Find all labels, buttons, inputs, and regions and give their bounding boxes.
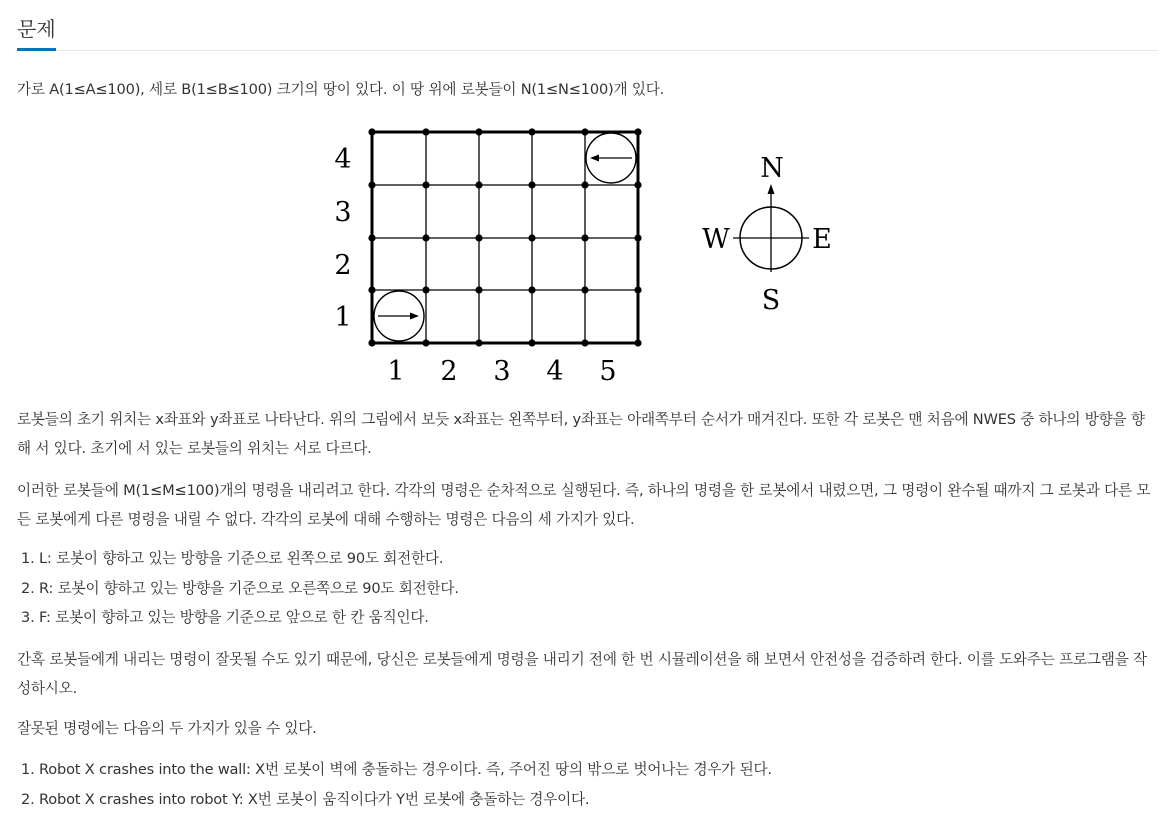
compass-east: E — [812, 224, 832, 255]
x-label: 4 — [546, 356, 564, 387]
x-label: 3 — [493, 356, 511, 387]
list-item: 3. F: 로봇이 향하고 있는 방향을 기준으로 앞으로 한 칸 움직인다. — [39, 603, 459, 633]
command-list — [17, 544, 459, 633]
compass-icon — [702, 153, 832, 316]
y-label: 4 — [334, 144, 352, 175]
section-header — [17, 14, 1158, 51]
robot-bottom-left — [374, 291, 424, 341]
compass-west: W — [702, 224, 730, 255]
simulation-paragraph: 간혹 로봇들에게 내리는 명령이 잘못될 수도 있기 때문에, 당신은 로봇들에게 명령을 내리기 전에 한 번 시뮬레이션을 해 보면서 안전성을 검증하려 한다. 이를 도와주는 프로그램을 작성하시오. — [17, 651, 1147, 697]
robot-top-right — [586, 133, 636, 183]
section-title: 문제 — [17, 14, 56, 51]
list-item: 2. R: 로봇이 향하고 있는 방향을 기준으로 오른쪽으로 90도 회전한다. — [39, 574, 459, 604]
y-label: 1 — [334, 302, 352, 333]
commands-paragraph: 이러한 로봇들에 M(1≤M≤100)개의 명령을 내리려고 한다. 각각의 명령은 순차적으로 실행된다. 즉, 하나의 명령을 한 로봇에서 내렸으면, 그 명령이 완수될 때까지 그 로봇과 다른 모든 로봇에게 다른 명령을 내릴 수 없다. 각각의 로봇에 대해 수행하는 명령은 다음의 세 가지가 있다. — [17, 482, 1151, 528]
robot-grid-figure — [320, 122, 840, 387]
list-item: 2. Robot X crashes into robot Y: X번 로봇이 움직이다가 Y번 로봇에 충돌하는 경우이다. — [39, 785, 772, 815]
y-label: 2 — [334, 250, 352, 281]
compass-north: N — [760, 153, 784, 184]
intro-paragraph: 가로 A(1≤A≤100), 세로 B(1≤B≤100) 크기의 땅이 있다. 이 땅 위에 로봇들이 N(1≤N≤100)개 있다. — [17, 81, 665, 98]
x-label: 1 — [387, 356, 405, 387]
north-arrow-icon — [768, 184, 775, 194]
list-item: 1. L: 로봇이 향하고 있는 방향을 기준으로 왼쪽으로 90도 회전한다. — [39, 544, 459, 574]
x-label: 5 — [599, 356, 617, 387]
errors-paragraph: 잘못된 명령에는 다음의 두 가지가 있을 수 있다. — [17, 720, 317, 737]
x-label: 2 — [440, 356, 458, 387]
error-list — [17, 755, 772, 814]
y-label: 3 — [334, 197, 352, 228]
list-item: 1. Robot X crashes into the wall: X번 로봇이 벽에 충돌하는 경우이다. 즉, 주어진 땅의 밖으로 벗어나는 경우가 된다. — [39, 755, 772, 785]
compass-south: S — [761, 285, 781, 316]
positions-paragraph: 로봇들의 초기 위치는 x좌표와 y좌표로 나타난다. 위의 그림에서 보듯 x좌표는 왼쪽부터, y좌표는 아래쪽부터 순서가 매겨진다. 또한 각 로봇은 맨 처음에 NWES 중 하나의 방향을 향해 서 있다. 초기에 서 있는 로봇들의 위치는 서로 다르다. — [17, 411, 1145, 457]
